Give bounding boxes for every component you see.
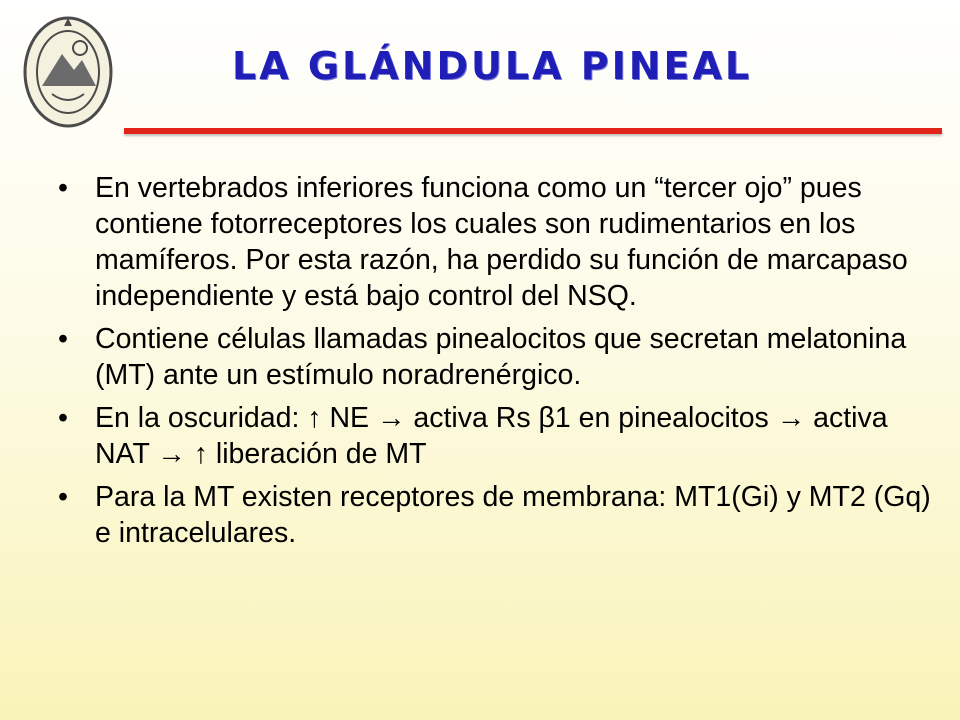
bullet-marker: •: [58, 402, 68, 434]
bullet-text: En vertebrados inferiores funciona como un “tercer ojo” pues contiene fotorreceptores los cuales son rudimentarios en los mamíferos. Por esta razón, ha perdido su función de marcapaso independiente y está bajo control del NSQ.: [95, 172, 908, 312]
list-item: [55, 170, 935, 314]
bullet-text: Contiene células llamadas pinealocitos que secretan melatonina (MT) ante un estímulo noradrenérgico.: [95, 323, 907, 391]
list-item: [55, 321, 935, 393]
university-seal-icon: [22, 14, 114, 130]
bullet-marker: •: [58, 481, 68, 513]
bullet-text: Para la MT existen receptores de membrana: MT1(Gi) y MT2 (Gq) e intracelulares.: [95, 481, 931, 549]
bullet-text: En la oscuridad: ↑ NE → activa Rs β1 en pinealocitos → activa NAT → ↑ liberación de MT: [95, 402, 888, 470]
page-title: LA GLÁNDULA PINEAL: [232, 44, 753, 88]
list-item: [55, 400, 935, 472]
bullet-marker: •: [58, 323, 68, 355]
title-underline: [124, 128, 942, 134]
list-item: [55, 479, 935, 551]
bullet-marker: •: [58, 172, 68, 204]
bullet-list: [55, 170, 935, 558]
